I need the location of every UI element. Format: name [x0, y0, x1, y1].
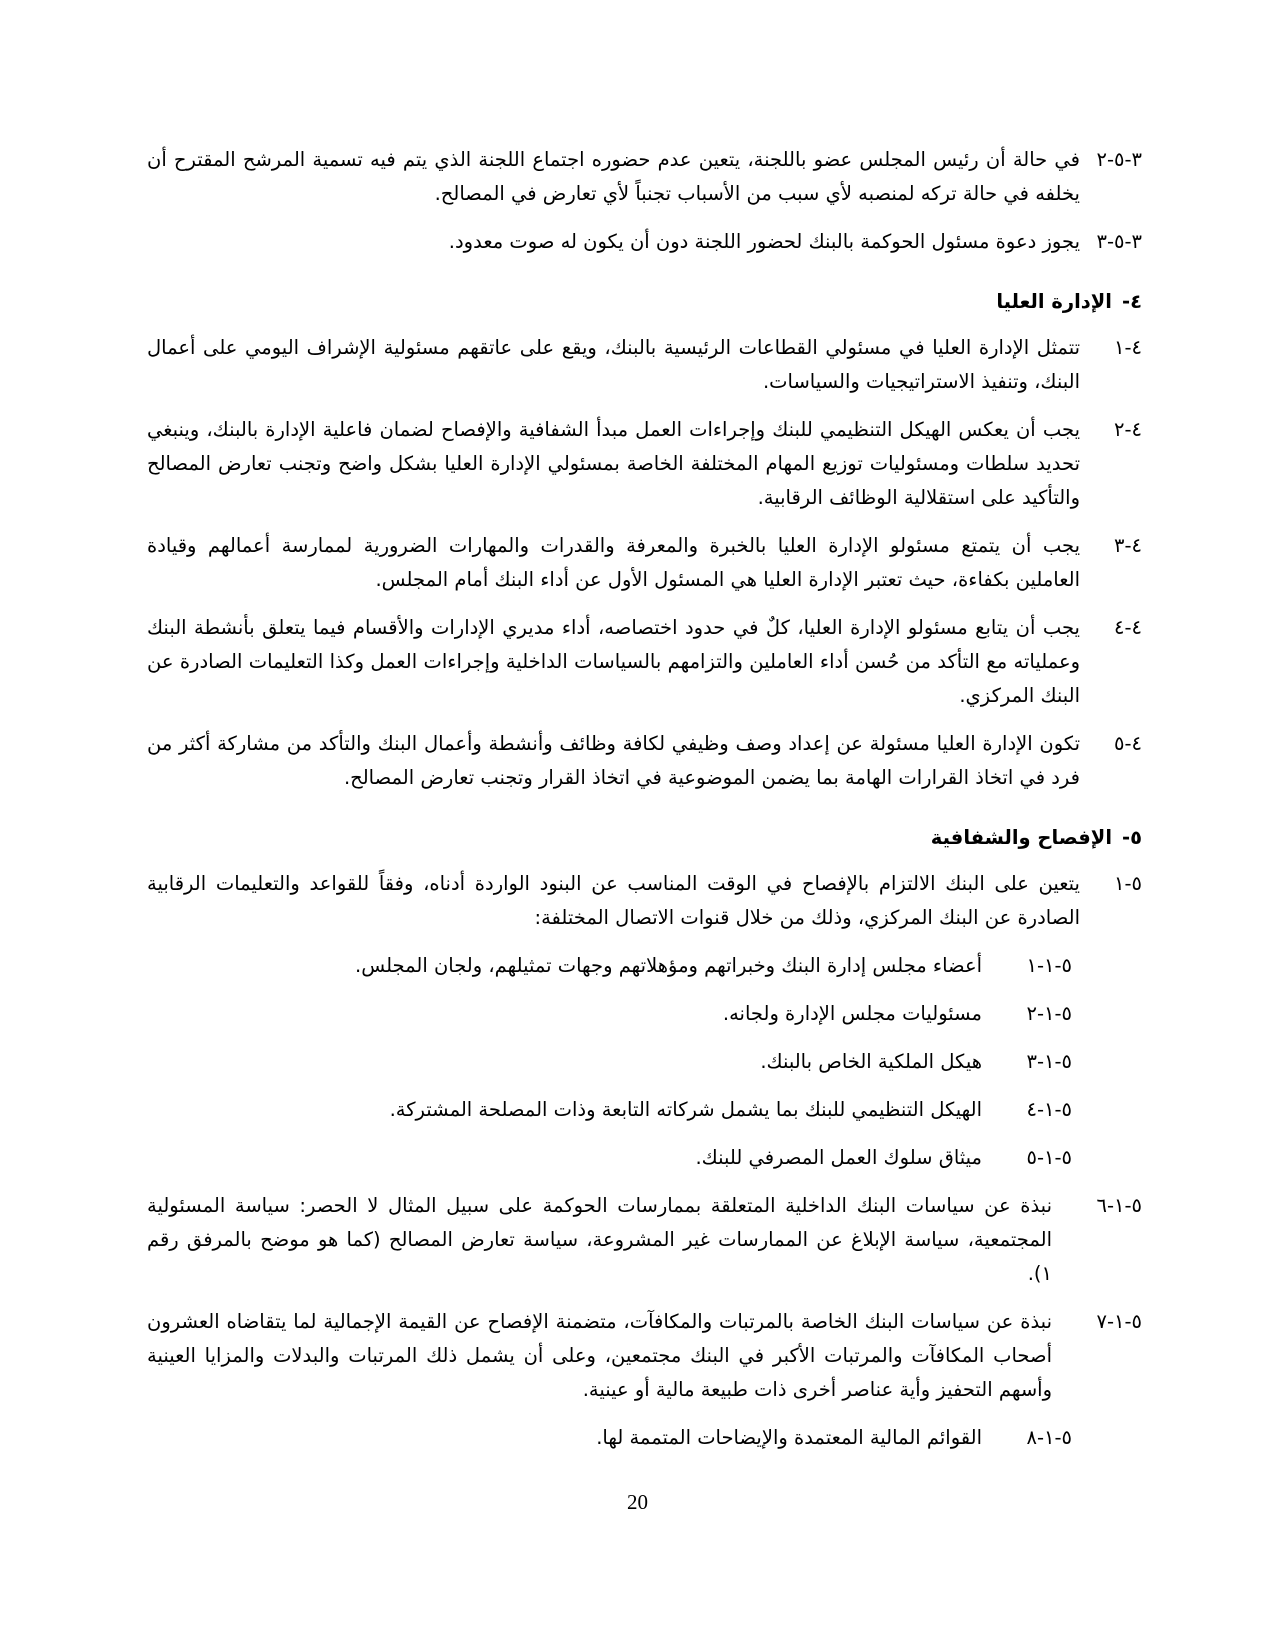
clause-number: ٥-١-٦: [1096, 1194, 1142, 1217]
clause-text: ميثاق سلوك العمل المصرفي للبنك.: [695, 1146, 982, 1169]
clause-text: نبذة عن سياسات البنك الخاصة بالمرتبات والمكافآت، متضمنة الإفصاح عن القيمة الإجمالية لما يتقاضاه العشرون أصحاب المكافآت والمرتبات الأكبر في البنك مجتمعين، وعلى أن يشمل ذلك المرتبات والبدلات والمزايا العينية وأسهم التحفيز وأية عناصر أخرى ذات طبيعة مالية أو عينية.: [147, 1310, 1052, 1401]
clause-text: يجب أن يتمتع مسئولو الإدارة العليا بالخبرة والمعرفة والقدرات والمهارات الضرورية لممارسة أعمالهم وقيادة العاملين بكفاءة، حيث تعتبر الإدارة العليا هي المسئول الأول عن أداء البنك أمام المجلس.: [147, 534, 1080, 591]
section-title: الإدارة العليا: [996, 290, 1112, 313]
clause-text: نبذة عن سياسات البنك الداخلية المتعلقة بممارسات الحوكمة على سبيل المثال لا الحصر: سياسة المسئولية المجتمعية، سياسة الإبلاغ عن الممارسات غير المشروعة، سياسة تعارض المصالح (كما هو موضح بالمرفق رقم ١).: [147, 1194, 1052, 1285]
section-heading-senior-management: [147, 285, 1142, 319]
clause-5-1: [147, 867, 1142, 935]
clause-text: يجوز دعوة مسئول الحوكمة بالبنك لحضور اللجنة دون أن يكون له صوت معدود.: [448, 230, 1080, 253]
clause-5-1-6: [147, 1189, 1142, 1291]
clause-5-1-1: [147, 949, 1072, 983]
clause-number: ٥-١-١: [1026, 954, 1072, 977]
clause-text: الهيكل التنظيمي للبنك بما يشمل شركاته التابعة وذات المصلحة المشتركة.: [389, 1098, 982, 1121]
clause-text: يجب أن يعكس الهيكل التنظيمي للبنك وإجراءات العمل مبدأ الشفافية والإفصاح لضمان فاعلية الإدارة بالبنك، وينبغي تحديد سلطات ومسئوليات توزيع المهام المختلفة الخاصة بمسئولي الإدارة العليا بشكل واضح وتجنب تعارض المصالح والتأكيد على استقلالية الوظائف الرقابية.: [147, 418, 1080, 509]
clause-4-2: [147, 413, 1142, 515]
clause-text: يتعين على البنك الالتزام بالإفصاح في الوقت المناسب عن البنود الواردة أدناه، وفقاً للقواعد والتعليمات الرقابية الصادرة عن البنك المركزي، وذلك من خلال قنوات الاتصال المختلفة:: [147, 872, 1080, 929]
clause-5-1-8: [147, 1421, 1072, 1455]
clause-text: تتمثل الإدارة العليا في مسئولي القطاعات الرئيسية بالبنك، ويقع على عاتقهم مسئولية الإشراف اليومي على أعمال البنك، وتنفيذ الاستراتيجيات والسياسات.: [147, 336, 1080, 393]
clause-text: مسئوليات مجلس الإدارة ولجانه.: [722, 1002, 982, 1025]
clause-4-5: [147, 727, 1142, 795]
clause-text: تكون الإدارة العليا مسئولة عن إعداد وصف وظيفي لكافة وظائف وأنشطة وأعمال البنك والتأكد من مشاركة أكثر من فرد في اتخاذ القرارات الهامة بما يضمن الموضوعية في اتخاذ القرار وتجنب تعارض المصالح.: [147, 732, 1080, 789]
clause-number: ٥-١: [1113, 872, 1142, 895]
clause-number: ٤-٤: [1113, 616, 1142, 639]
clause-number: ٥-١-٣: [1026, 1050, 1072, 1073]
clause-text: القوائم المالية المعتمدة والإيضاحات المتممة لها.: [596, 1426, 982, 1449]
clause-number: ٤-١: [1113, 336, 1142, 359]
clause-4-3: [147, 529, 1142, 597]
clause-number: ٥-١-٧: [1096, 1310, 1142, 1333]
clause-number: ٥-١-٨: [1026, 1426, 1072, 1449]
clause-5-1-4: [147, 1093, 1072, 1127]
clause-5-1-7: [147, 1305, 1142, 1407]
clause-5-1-5: [147, 1141, 1072, 1175]
section-number: ٥-: [1122, 826, 1142, 849]
clause-4-4: [147, 611, 1142, 713]
clause-text: في حالة أن رئيس المجلس عضو باللجنة، يتعين عدم حضوره اجتماع اللجنة الذي يتم فيه تسمية المرشح المقترح أن يخلفه في حالة تركه لمنصبه لأي سبب من الأسباب تجنباً لأي تعارض في المصالح.: [147, 148, 1080, 205]
clause-text: هيكل الملكية الخاص بالبنك.: [760, 1050, 982, 1073]
clause-number: ٥-١-٤: [1026, 1098, 1072, 1121]
clause-text: أعضاء مجلس إدارة البنك وخبراتهم ومؤهلاتهم وجهات تمثيلهم، ولجان المجلس.: [355, 954, 982, 977]
section-title: الإفصاح والشفافية: [930, 826, 1112, 849]
clause-3-5-2: [147, 143, 1142, 211]
clause-5-1-3: [147, 1045, 1072, 1079]
clause-5-1-2: [147, 997, 1072, 1031]
document-body: [147, 143, 1142, 1469]
clause-number: ٥-١-٥: [1026, 1146, 1072, 1169]
clause-number: ٤-٣: [1113, 534, 1142, 557]
clause-number: ٤-٢: [1113, 418, 1142, 441]
clause-number: ٣-٥-٣: [1096, 230, 1142, 253]
section-heading-disclosure-transparency: [147, 821, 1142, 855]
clause-number: ٤-٥: [1113, 732, 1142, 755]
clause-number: ٣-٥-٢: [1096, 148, 1142, 171]
clause-4-1: [147, 331, 1142, 399]
section-number: ٤-: [1122, 290, 1142, 313]
clause-number: ٥-١-٢: [1026, 1002, 1072, 1025]
page-number: 20: [627, 1490, 648, 1514]
clause-3-5-3: [147, 225, 1142, 259]
clause-text: يجب أن يتابع مسئولو الإدارة العليا، كلٌ في حدود اختصاصه، أداء مديري الإدارات والأقسام فيما يتعلق بأنشطة البنك وعملياته مع التأكد من حُسن أداء العاملين والتزامهم بالسياسات الداخلية وإجراءات العمل وكذا التعليمات الصادرة عن البنك المركزي.: [147, 616, 1080, 707]
